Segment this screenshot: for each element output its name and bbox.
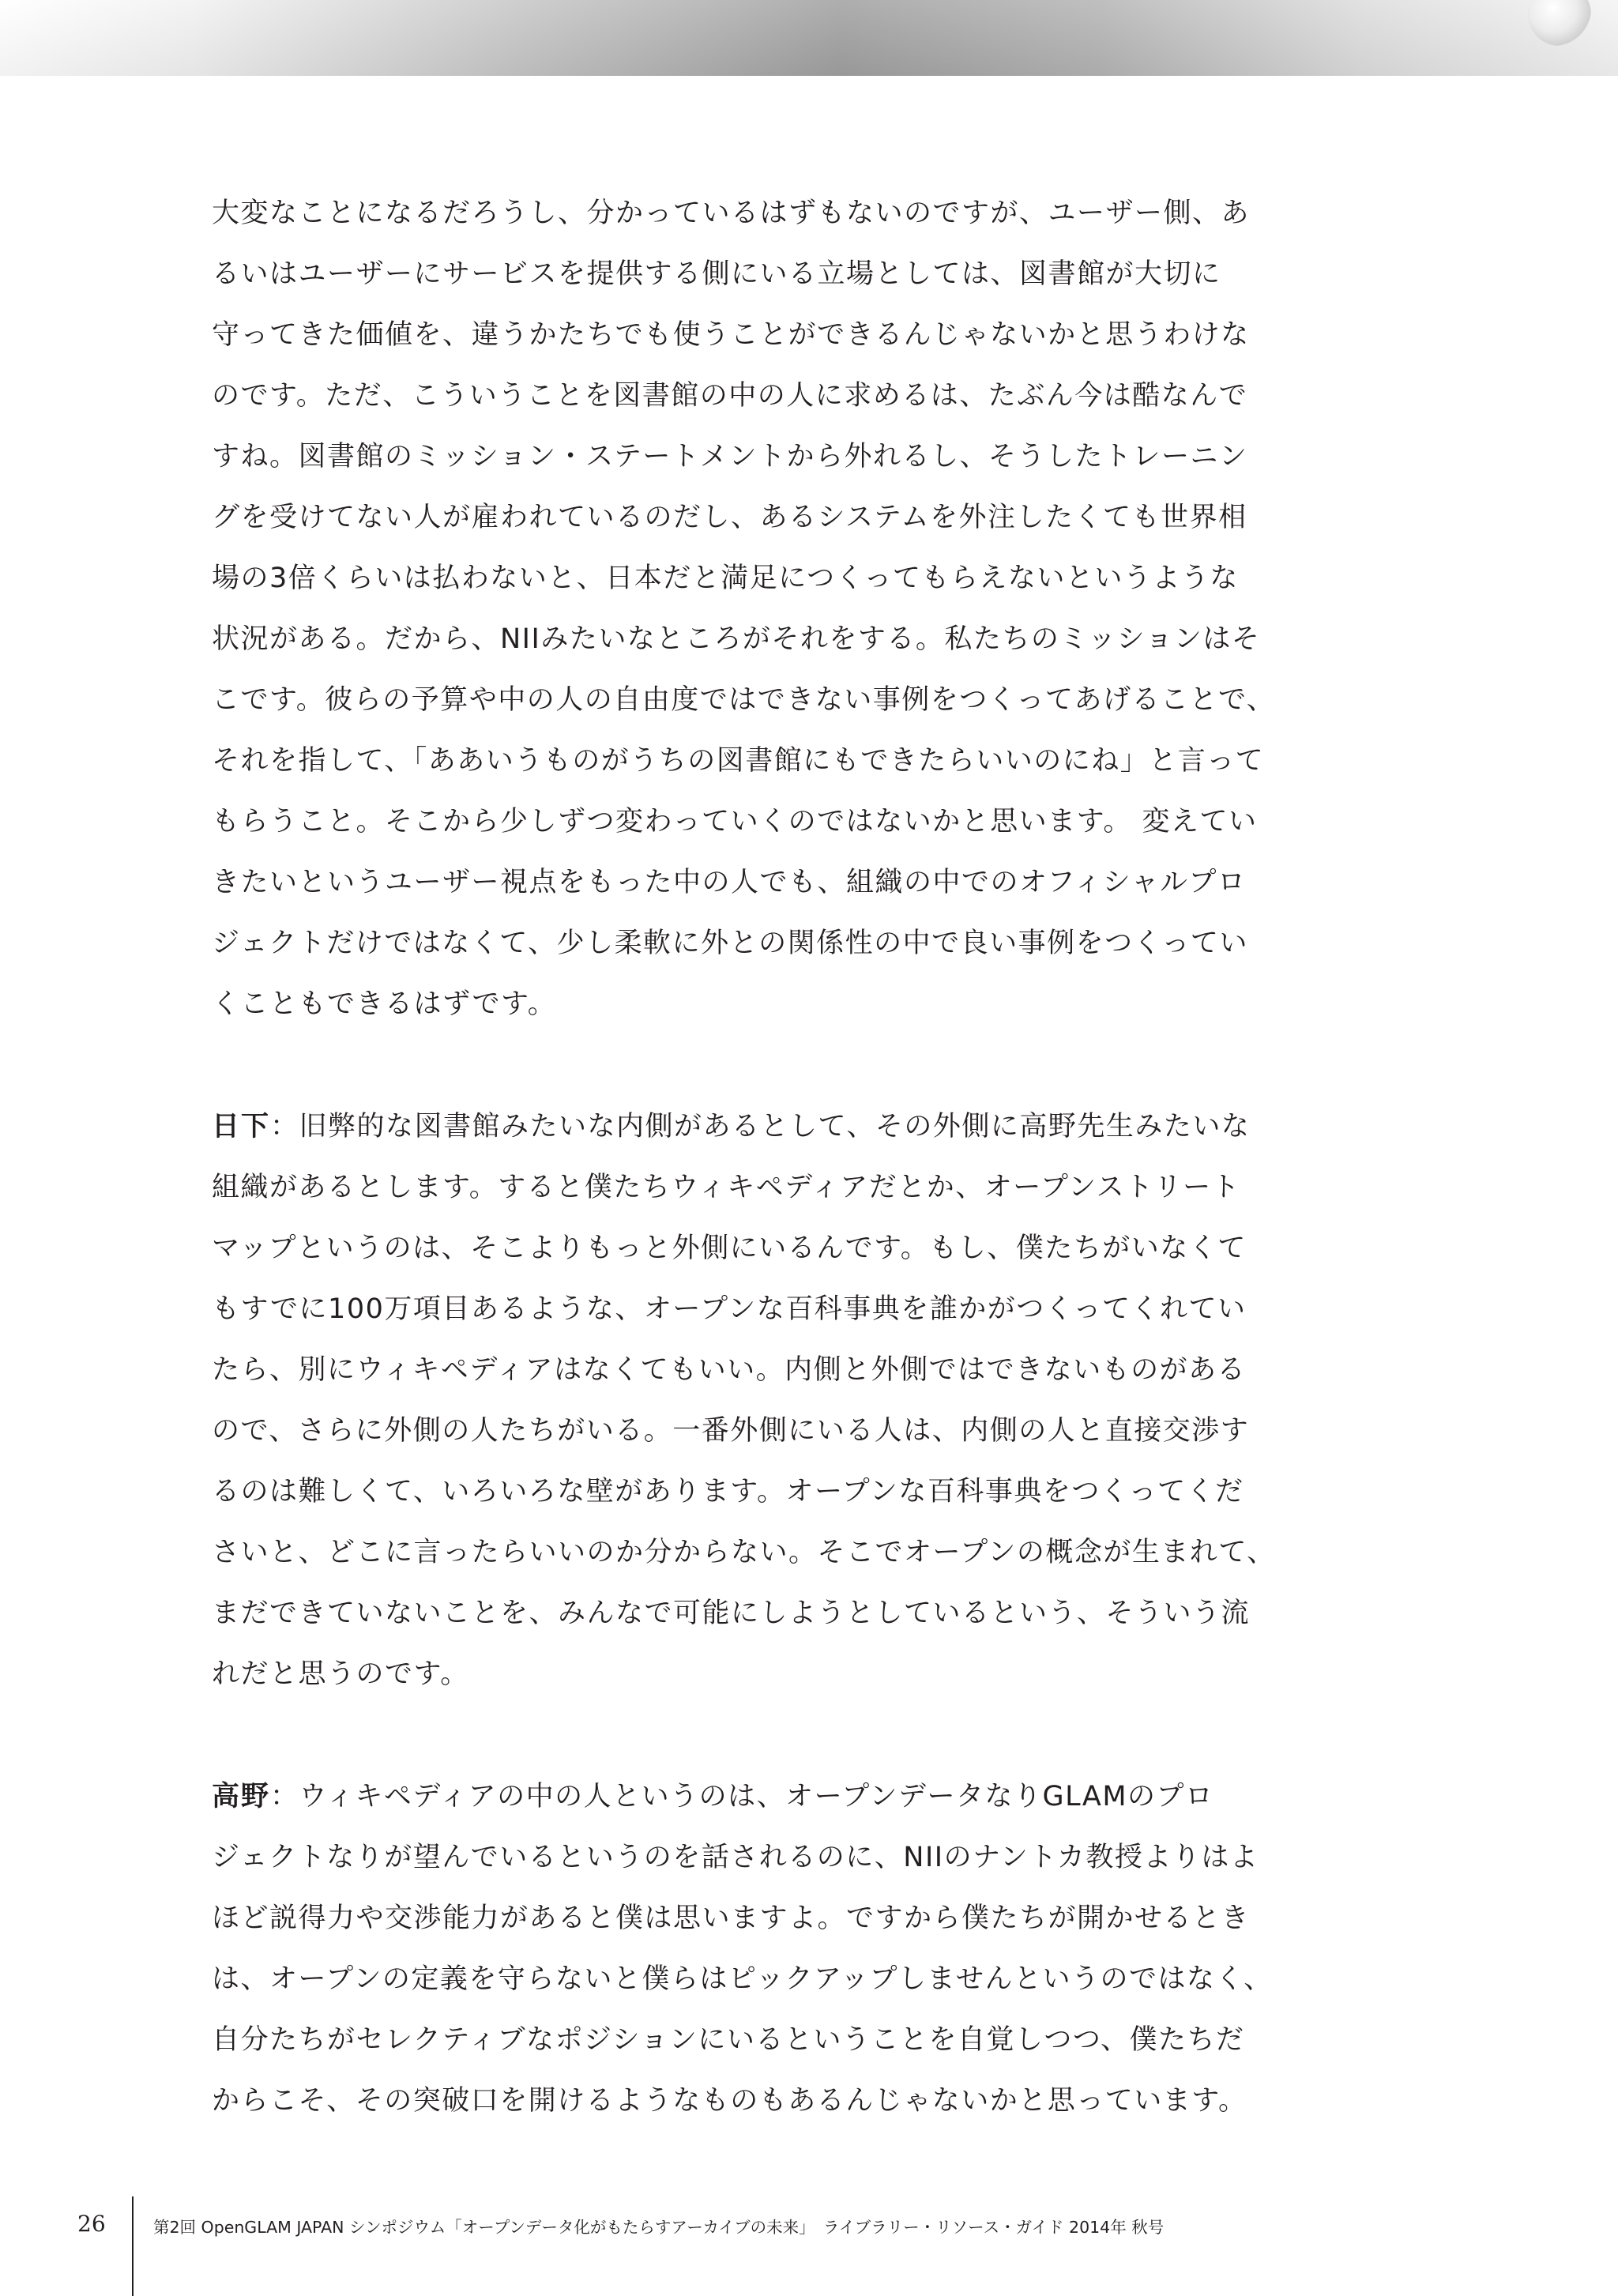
- text-line: マップというのは、そこよりもっと外側にいるんです。もし、僕たちがいなくて: [212, 1233, 1247, 1264]
- footer-divider: [132, 2196, 134, 2296]
- text-line: 守ってきた価値を、違うかたちでも使うことができるんじゃないかと思うわけな: [212, 319, 1250, 351]
- text-line: こです。彼らの予算や中の人の自由度ではできない事例をつくってあげることで、: [212, 684, 1276, 716]
- text-line: たら、別にウィキペディアはなくてもいい。内側と外側ではできないものがある: [212, 1354, 1247, 1386]
- page-number: 26: [77, 2211, 106, 2237]
- text-line: もすでに100万項目あるような、オープンな百科事典を誰かがつくってくれてい: [212, 1293, 1247, 1325]
- text-line: くこともできるはずです。: [212, 988, 557, 1020]
- text-line: 状況がある。だから、NIIみたいなところがそれをする。私たちのミッションはそ: [212, 623, 1261, 655]
- text-line: ジェクトだけではなくて、少し柔軟に外との関係性の中で良い事例をつくってい: [212, 928, 1248, 959]
- paragraph-3: [212, 1767, 1428, 2132]
- text-line: グを受けてない人が雇われているのだし、あるシステムを外注したくても世界相: [212, 502, 1247, 533]
- text-line: のです。ただ、こういうことを図書館の中の人に求めるは、たぶん今は酷なんで: [212, 380, 1248, 412]
- text-run: ：旧弊的な図書館みたいな内側があるとして、その外側に高野先生みたいな: [270, 1111, 1251, 1142]
- paragraph-2: [212, 1097, 1428, 1705]
- header-gradient-band: [0, 0, 1618, 76]
- text-line: るのは難しくて、いろいろな壁があります。オープンな百科事典をつくってくだ: [212, 1476, 1244, 1507]
- page-footer: [0, 2196, 1618, 2296]
- text-line: [212, 1767, 1428, 1827]
- text-line: すね。図書館のミッション・ステートメントから外れるし、そうしたトレーニン: [212, 441, 1248, 472]
- text-line: [212, 1097, 1428, 1157]
- text-line: 自分たちがセレクティブなポジションにいるということを自覚しつつ、僕たちだ: [212, 2024, 1245, 2056]
- text-run: ：ウィキペディアの中の人というのは、オープンデータなりGLAMのプロ: [270, 1781, 1214, 1812]
- text-line: まだできていないことを、みんなで可能にしようとしているという、そういう流: [212, 1598, 1251, 1629]
- article-body: [212, 183, 1428, 2132]
- text-line: るいはユーザーにサービスを提供する側にいる立場としては、図書館が大切に: [212, 258, 1221, 290]
- text-line: 大変なことになるだろうし、分かっているはずもないのですが、ユーザー側、あ: [212, 198, 1251, 229]
- text-line: ジェクトなりが望んでいるというのを話されるのに、NIIのナントカ教授よりはよ: [212, 1842, 1259, 1873]
- text-line: もらうこと。そこから少しずつ変わっていくのではないかと思います。 変えてい: [212, 806, 1258, 837]
- text-line: ほど説得力や交渉能力があると僕は思いますよ。ですから僕たちが開かせるとき: [212, 1903, 1251, 1934]
- text-line: れだと思うのです。: [212, 1658, 469, 1690]
- paragraph-1: [212, 183, 1428, 1035]
- text-line: は、オープンの定義を守らないと僕らはピックアップしませんというのではなく、: [212, 1963, 1273, 1995]
- text-line: さいと、どこに言ったらいいのか分からない。そこでオープンの概念が生まれて、: [212, 1537, 1276, 1568]
- text-line: 組織があるとします。すると僕たちウィキペディアだとか、オープンストリート: [212, 1172, 1241, 1203]
- text-line: ので、さらに外側の人たちがいる。一番外側にいる人は、内側の人と直接交渉す: [212, 1415, 1250, 1447]
- text-line: 場の3倍くらいは払わないと、日本だと満足につくってもらえないというような: [212, 563, 1239, 594]
- paragraph-gap: [212, 1035, 1428, 1097]
- text-line: からこそ、その突破口を開けるようなものもあるんじゃないかと思っています。: [212, 2085, 1247, 2117]
- running-title: 第2回 OpenGLAM JAPAN シンポジウム「オープンデータ化がもたらすアーカイブの未来」 ライブラリー・リソース・ガイド 2014年 秋号: [153, 2218, 1165, 2237]
- text-line: それを指して、「ああいうものがうちの図書館にもできたらいいのにね」と言って: [212, 745, 1265, 777]
- speaker-name: 高野: [212, 1781, 271, 1812]
- paragraph-gap: [212, 1705, 1428, 1767]
- speaker-name: 日下: [212, 1111, 271, 1142]
- text-line: きたいというユーザー視点をもった中の人でも、組織の中でのオフィシャルプロ: [212, 867, 1247, 898]
